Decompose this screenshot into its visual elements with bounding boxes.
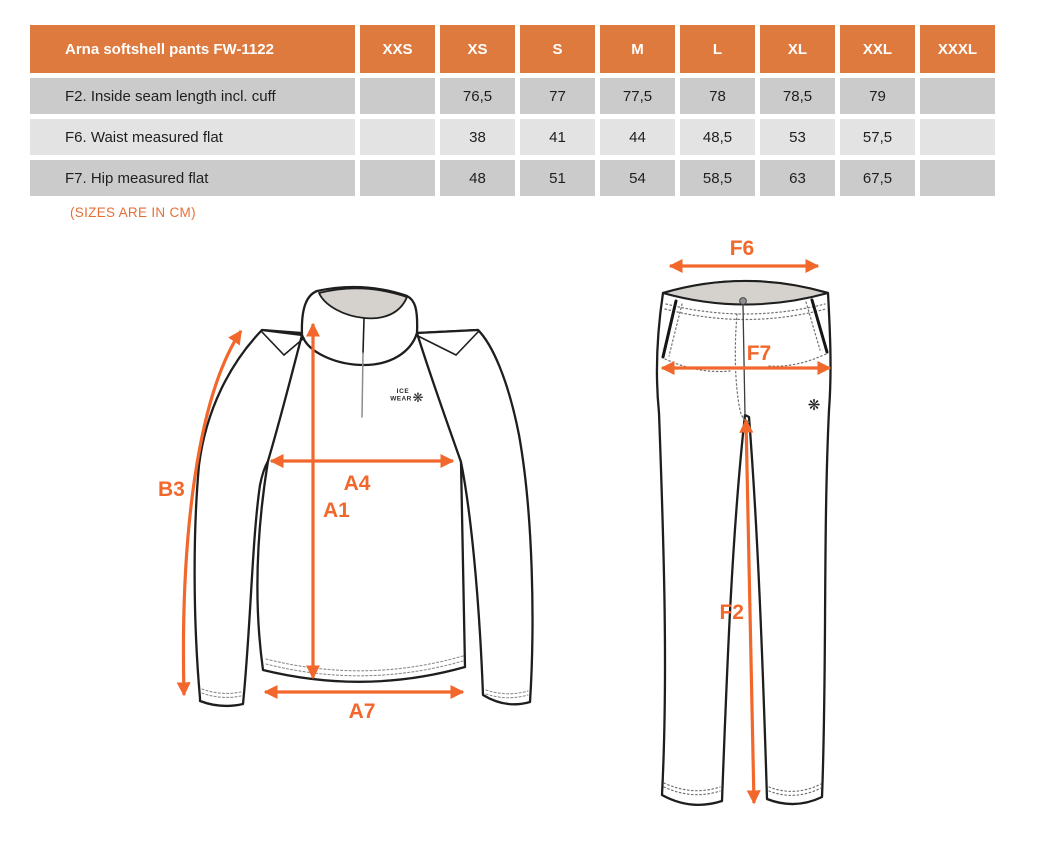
measurement-label-a1: A1 bbox=[323, 499, 350, 522]
size-value-cell: 63 bbox=[760, 160, 835, 196]
size-value-cell: 58,5 bbox=[680, 160, 755, 196]
size-value-cell: 53 bbox=[760, 119, 835, 155]
measurement-label: F7. Hip measured flat bbox=[30, 160, 355, 196]
size-column-xl: XL bbox=[760, 25, 835, 73]
size-column-s: S bbox=[520, 25, 595, 73]
size-column-xxxl: XXXL bbox=[920, 25, 995, 73]
waist-button bbox=[740, 298, 747, 305]
zipper-line bbox=[362, 353, 363, 417]
size-column-l: L bbox=[680, 25, 755, 73]
measurement-label: F6. Waist measured flat bbox=[30, 119, 355, 155]
size-value-cell: 77,5 bbox=[600, 78, 675, 114]
size-value-cell: 79 bbox=[840, 78, 915, 114]
table-header-row bbox=[30, 25, 995, 73]
pants-measurement-diagram bbox=[618, 238, 918, 850]
brand-logo-line1: ICE bbox=[396, 388, 410, 395]
size-value-cell bbox=[920, 78, 995, 114]
size-value-cell bbox=[920, 119, 995, 155]
size-value-cell bbox=[360, 78, 435, 114]
snowflake-icon: ❋ bbox=[412, 390, 424, 405]
table-row bbox=[30, 119, 995, 155]
size-value-cell: 44 bbox=[600, 119, 675, 155]
table-row bbox=[30, 78, 995, 114]
size-value-cell: 38 bbox=[440, 119, 515, 155]
pullover-measurement-diagram bbox=[150, 245, 590, 735]
size-value-cell: 77 bbox=[520, 78, 595, 114]
size-value-cell: 41 bbox=[520, 119, 595, 155]
sizes-unit-note: (SIZES ARE IN CM) bbox=[70, 205, 196, 220]
size-value-cell bbox=[360, 119, 435, 155]
measurement-label-f2: F2 bbox=[719, 601, 744, 624]
size-column-m: M bbox=[600, 25, 675, 73]
size-table bbox=[25, 20, 1000, 201]
size-value-cell bbox=[920, 160, 995, 196]
size-column-xxs: XXS bbox=[360, 25, 435, 73]
measurement-label: F2. Inside seam length incl. cuff bbox=[30, 78, 355, 114]
product-title: Arna softshell pants FW-1122 bbox=[30, 25, 355, 73]
size-value-cell: 76,5 bbox=[440, 78, 515, 114]
snowflake-icon: ❋ bbox=[807, 397, 821, 414]
brand-logo-line2: WEAR bbox=[390, 395, 412, 403]
size-value-cell: 48 bbox=[440, 160, 515, 196]
size-value-cell: 78 bbox=[680, 78, 755, 114]
table-row bbox=[30, 160, 995, 196]
measurement-label-a7: A7 bbox=[348, 700, 376, 723]
size-value-cell: 78,5 bbox=[760, 78, 835, 114]
size-value-cell: 51 bbox=[520, 160, 595, 196]
size-column-xxl: XXL bbox=[840, 25, 915, 73]
collar-split-seam bbox=[363, 319, 364, 353]
size-value-cell bbox=[360, 160, 435, 196]
size-value-cell: 54 bbox=[600, 160, 675, 196]
size-value-cell: 67,5 bbox=[840, 160, 915, 196]
measurement-label-a4: A4 bbox=[343, 472, 371, 495]
measurement-label-f7: F7 bbox=[746, 342, 772, 365]
measurement-label-f6: F6 bbox=[729, 238, 755, 260]
size-value-cell: 48,5 bbox=[680, 119, 755, 155]
measurement-label-b3: B3 bbox=[158, 478, 185, 501]
size-column-xs: XS bbox=[440, 25, 515, 73]
size-value-cell: 57,5 bbox=[840, 119, 915, 155]
